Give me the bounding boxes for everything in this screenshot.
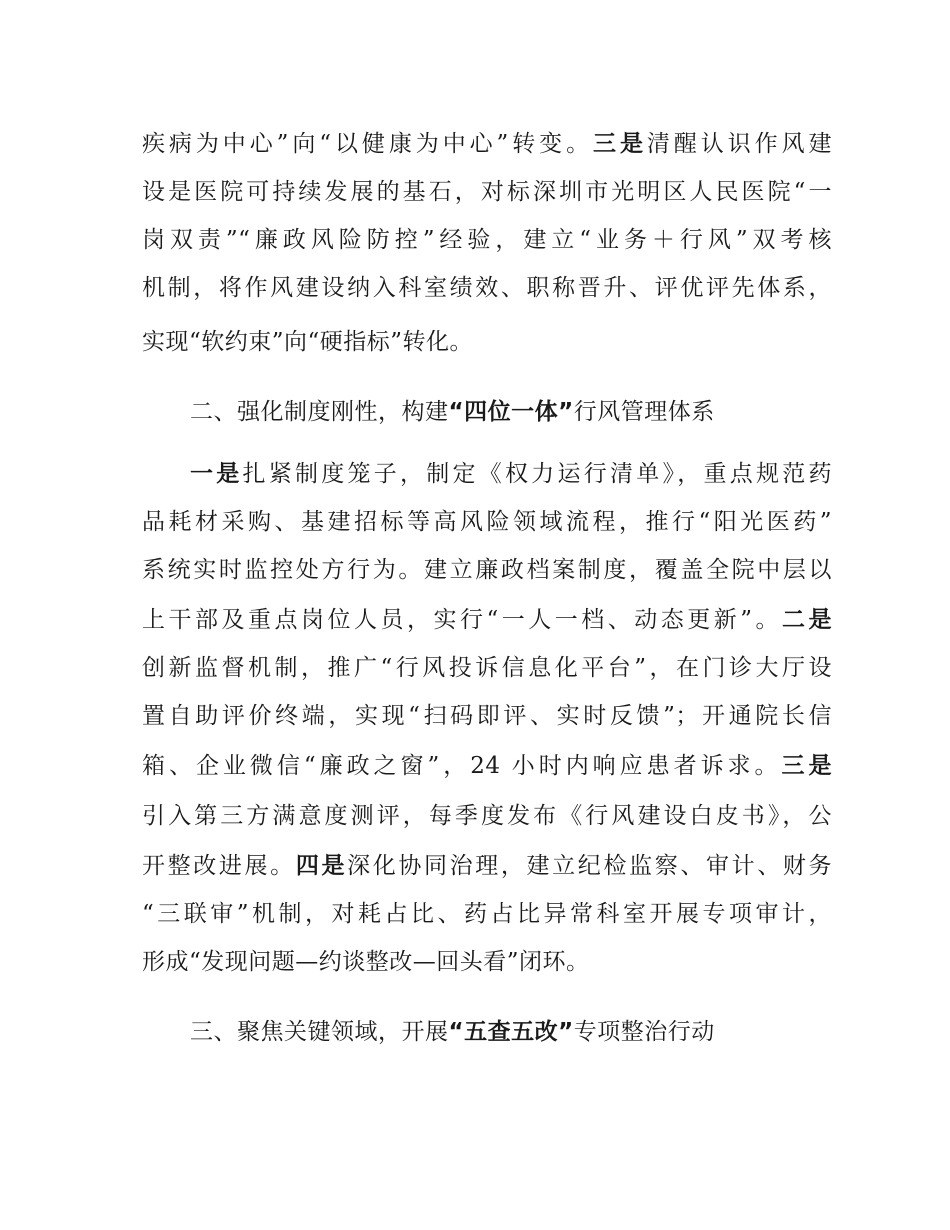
text-run: 扎紧制度笼子，制定《权力运行清单》，重点规范药 xyxy=(242,461,832,487)
paragraph1-line5: 实现“软约束”向“硬指标”转化。 xyxy=(142,329,474,355)
paragraph2-line10: “三联审”机制，对耗占比、药占比异常科室开展专项审计， xyxy=(142,901,832,927)
section-heading-3 xyxy=(190,1012,830,1052)
paragraph2-line4 xyxy=(142,600,832,640)
paragraph2-line3: 系统实时监控处方行为。建立廉政档案制度，覆盖全院中层以 xyxy=(142,557,832,583)
bold-ordinal: 三是 xyxy=(781,753,832,779)
bold-ordinal: 四是 xyxy=(295,853,348,879)
paragraph2-line7 xyxy=(142,746,832,786)
paragraph2-line11: 形成“发现问题—约谈整改—回头看”闭环。 xyxy=(142,949,590,975)
text-run: 清醒认识作风建 xyxy=(646,131,833,157)
paragraph2-line2: 品耗材采购、基建招标等高风险领域流程，推行“阳光医药” xyxy=(142,509,832,535)
text-run: 开整改进展。 xyxy=(142,853,296,879)
paragraph2-line6: 置自助评价终端，实现“扫码即评、实时反馈”；开通院长信 xyxy=(142,703,832,729)
heading-text: 专项整治行动 xyxy=(573,1019,715,1045)
paragraph2-line5: 创新监督机制，推广“行风投诉信息化平台”，在门诊大厅设 xyxy=(142,655,832,681)
heading-text: 三、聚焦关键领域，开展 xyxy=(190,1019,449,1045)
text-run: 箱、企业微信“廉政之窗”，24 小时内响应患者诉求。 xyxy=(142,753,782,779)
bold-ordinal: 三是 xyxy=(593,131,647,157)
heading-text: 行风管理体系 xyxy=(573,399,715,425)
heading-text: 二、强化制度刚性，构建 xyxy=(190,399,449,425)
text-run: 疾病为中心”向“以健康为中心”转变。 xyxy=(142,131,594,157)
paragraph2-line9 xyxy=(142,846,832,886)
bold-ordinal: 二是 xyxy=(782,607,832,633)
bold-ordinal: 一是 xyxy=(190,461,243,487)
paragraph1-line3: 岗双责”“廉政风险防控”经验，建立“业务＋行风”双考核 xyxy=(142,227,832,253)
paragraph1-line1 xyxy=(142,124,832,164)
text-run: 深化协同治理，建立纪检监察、审计、财务 xyxy=(347,853,833,879)
heading-emphasis: “五查五改” xyxy=(448,1019,574,1045)
paragraph1-line4: 机制，将作风建设纳入科室绩效、职称晋升、评优评先体系， xyxy=(142,275,832,301)
paragraph1-line2: 设是医院可持续发展的基石，对标深圳市光明区人民医院“一 xyxy=(142,179,832,205)
paragraph2-line1 xyxy=(190,454,832,494)
section-heading-2 xyxy=(190,392,830,432)
paragraph2-line8: 引入第三方满意度测评，每季度发布《行风建设白皮书》，公 xyxy=(142,803,832,829)
heading-emphasis: “四位一体” xyxy=(448,399,574,425)
text-run: 上干部及重点岗位人员，实行“一人一档、动态更新”。 xyxy=(142,607,782,633)
